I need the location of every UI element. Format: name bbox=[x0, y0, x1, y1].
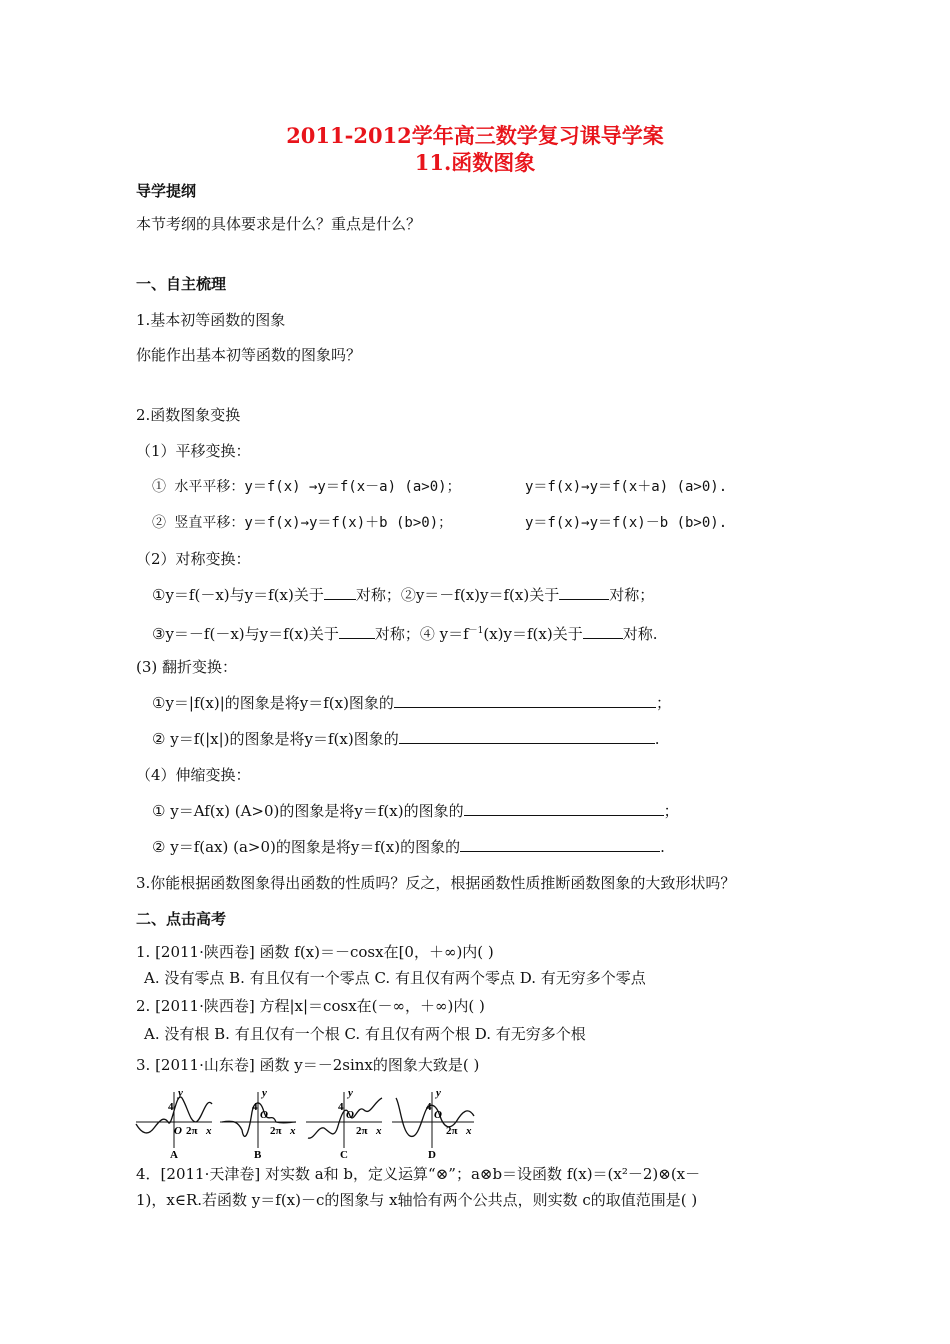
tick-four: 4 bbox=[338, 1101, 344, 1113]
stretch-line-2 bbox=[152, 837, 665, 857]
graph-a bbox=[136, 1087, 212, 1160]
fold-2-text: ② y＝f(|x|)的图象是将y＝f(x)图象的 bbox=[152, 730, 399, 748]
answer-blank[interactable] bbox=[559, 585, 609, 600]
stretch-line-1 bbox=[152, 801, 679, 821]
question-1-options: A. 没有零点 B. 有且仅有一个零点 C. 有且仅有两个零点 D. 有无穷多个零点 bbox=[144, 969, 646, 987]
fold-1-text: ①y＝|f(x)|的图象是将y＝f(x)图象的 bbox=[152, 694, 394, 712]
stretch-1-end: ； bbox=[663, 802, 679, 820]
question-4-line-2: 1)，x∈R.若函数 y＝f(x)－c的图象与 x轴恰有两个公共点，则实数 c的取值范围是( ) bbox=[136, 1191, 698, 1209]
fold-1-end: ； bbox=[655, 694, 671, 712]
document-title: 2011-2012学年高三数学复习课导学案 bbox=[286, 123, 664, 148]
question-2: 2. [2011·陕西卷] 方程|x|＝cosx在(－∞，＋∞)内( ) bbox=[136, 997, 485, 1015]
question-3-graphs bbox=[134, 1082, 484, 1160]
fold-line-1 bbox=[152, 693, 671, 713]
x-label: x bbox=[466, 1125, 472, 1137]
graph-d bbox=[392, 1087, 474, 1160]
item3-question: 3.你能根据函数图象得出函数的性质吗？反之，根据函数性质推断函数图象的大致形状吗？ bbox=[136, 874, 736, 892]
origin-label: O bbox=[434, 1109, 442, 1121]
horizontal-shift-left: ① 水平平移：y＝f(x) →y＝f(x－a) (a>0)； bbox=[152, 479, 461, 495]
y-label: y bbox=[436, 1087, 441, 1099]
stretch-title: （4）伸缩变换： bbox=[136, 766, 251, 784]
symmetry-2-text-b: 对称；④ y＝f bbox=[374, 625, 469, 643]
outline-heading: 导学提纲 bbox=[136, 182, 197, 200]
tick-four: 4 bbox=[168, 1101, 174, 1113]
question-2-options: A. 没有根 B. 有且仅有一个根 C. 有且仅有两个根 D. 有无穷多个根 bbox=[144, 1025, 586, 1043]
question-4-line-1: 4．[2011·天津卷] 对实数 a和 b，定义运算“⊗”；a⊗b＝设函数 f(x)＝(x²－2)⊗(x－ bbox=[136, 1165, 701, 1183]
stretch-2-end: . bbox=[660, 838, 665, 856]
outline-question: 本节考纲的具体要求是什么？重点是什么？ bbox=[136, 215, 422, 233]
symmetry-2-text-c: (x)y＝f(x)关于 bbox=[483, 625, 583, 643]
y-label: y bbox=[262, 1087, 267, 1099]
origin-label: O bbox=[346, 1109, 354, 1121]
symmetry-2-text-d: 对称. bbox=[622, 625, 658, 643]
tick-four: 4 bbox=[252, 1101, 258, 1113]
symmetry-line-2 bbox=[152, 621, 658, 644]
stretch-2-text: ② y＝f(ax) (a>0)的图象是将y＝f(x)的图象的 bbox=[152, 838, 461, 856]
answer-blank[interactable] bbox=[464, 801, 664, 816]
symmetry-2-text-a: ③y＝－f(－x)与y＝f(x)关于 bbox=[152, 625, 339, 643]
y-label: y bbox=[178, 1087, 183, 1099]
symmetry-1-text-a: ①y＝f(－x)与y＝f(x)关于 bbox=[152, 586, 324, 604]
curve bbox=[222, 1103, 296, 1137]
translate-title: （1）平移变换： bbox=[136, 442, 251, 460]
stretch-1-text: ① y＝Af(x) (A>0)的图象是将y＝f(x)的图象的 bbox=[152, 802, 464, 820]
fold-2-end: . bbox=[654, 730, 660, 748]
inverse-superscript: －1 bbox=[468, 626, 484, 636]
graph-c bbox=[306, 1087, 382, 1160]
section2-heading: 二、点击高考 bbox=[136, 910, 227, 928]
answer-blank[interactable] bbox=[399, 729, 655, 744]
graph-b bbox=[220, 1087, 296, 1160]
x-label: x bbox=[206, 1125, 212, 1137]
tick-2pi: 2π bbox=[186, 1125, 198, 1137]
question-1: 1. [2011·陕西卷] 函数 f(x)＝－cosx在[0，＋∞)内( ) bbox=[136, 943, 494, 961]
item1-title: 1.基本初等函数的图象 bbox=[136, 311, 286, 329]
tick-2pi: 2π bbox=[356, 1125, 368, 1137]
y-label: y bbox=[348, 1087, 353, 1099]
answer-blank[interactable] bbox=[339, 624, 375, 639]
fold-title: (3) 翻折变换： bbox=[136, 658, 238, 676]
item1-question: 你能作出基本初等函数的图象吗？ bbox=[136, 346, 362, 364]
symmetry-title: （2）对称变换： bbox=[136, 550, 251, 568]
answer-blank[interactable] bbox=[583, 624, 623, 639]
section1-heading: 一、自主梳理 bbox=[136, 275, 227, 293]
answer-blank[interactable] bbox=[324, 585, 356, 600]
fold-line-2 bbox=[152, 729, 659, 749]
answer-blank[interactable] bbox=[460, 837, 660, 852]
answer-blank[interactable] bbox=[394, 693, 656, 708]
symmetry-1-text-c: 对称； bbox=[609, 586, 655, 604]
vertical-shift-up: ② 竖直平移：y＝f(x)→y＝f(x)＋b (b>0)； bbox=[152, 515, 453, 531]
option-label: A bbox=[170, 1149, 178, 1160]
option-label: B bbox=[254, 1149, 262, 1160]
curve bbox=[308, 1098, 382, 1138]
symmetry-1-text-b: 对称；②y＝－f(x)y＝f(x)关于 bbox=[355, 586, 560, 604]
option-label: C bbox=[340, 1149, 348, 1160]
x-label: x bbox=[376, 1125, 382, 1137]
origin-label: O bbox=[260, 1109, 268, 1121]
horizontal-shift-right: y＝f(x)→y＝f(x＋a) (a>0). bbox=[525, 479, 728, 495]
tick-four: 4 bbox=[426, 1101, 432, 1113]
item2-title: 2.函数图象变换 bbox=[136, 406, 241, 424]
tick-2pi: 2π bbox=[446, 1125, 458, 1137]
tick-2pi: 2π bbox=[270, 1125, 282, 1137]
question-3: 3. [2011·山东卷] 函数 y＝－2sinx的图象大致是( ) bbox=[136, 1056, 480, 1074]
document-subtitle: 11.函数图象 bbox=[414, 150, 536, 175]
x-label: x bbox=[290, 1125, 296, 1137]
symmetry-line-1 bbox=[152, 585, 654, 605]
origin-label: O bbox=[174, 1125, 182, 1137]
vertical-shift-down: y＝f(x)→y＝f(x)－b (b>0). bbox=[525, 515, 728, 531]
option-label: D bbox=[428, 1149, 436, 1160]
